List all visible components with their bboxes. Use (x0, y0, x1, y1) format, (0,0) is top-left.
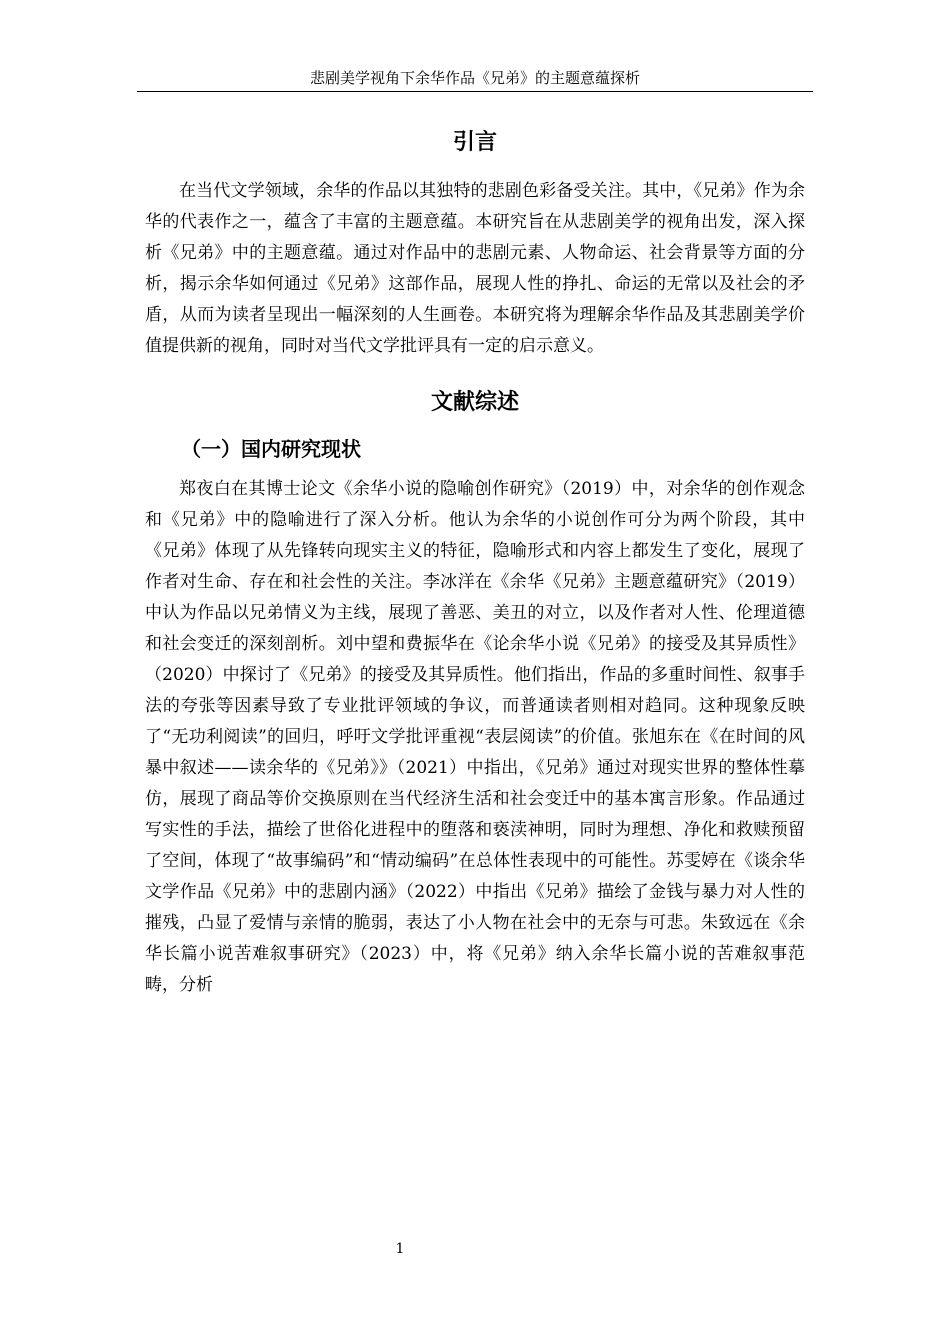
page-body (145, 122, 805, 1001)
header-rule (137, 91, 813, 92)
domestic-research-heading: （一）国内研究现状 (181, 437, 361, 461)
running-header: 悲剧美学视角下余华作品《兄弟》的主题意蕴探析 (309, 69, 640, 87)
literature-review-heading: 文献综述 (430, 390, 519, 415)
domestic-research-paragraph: 郑夜白在其博士论文《余华小说的隐喻创作研究》（2019）中，对余华的创作观念和《兄弟》中的隐喻进行了深入分析。他认为余华的小说创作可分为两个阶段，其中《兄弟》体现了从先锋转向现实主义的特征，隐喻形式和内容上都发生了变化，展现了作者对生命、存在和社会性的关注。李冰洋在《余华《兄弟》主题意蕴研究》（2019）中认为作品以兄弟情义为主线，展现了善恶、美丑的对立，以及作者对人性、伦理道德和社会变迁的深刻剖析。刘中望和费振华在《论余华小说《兄弟》的接受及其异质性》（2020）中探讨了《兄弟》的接受及其异质性。他们指出，作品的多重时间性、叙事手法的夸张等因素导致了专业批评领域的争议，而普通读者则相对趋同。这种现象反映了“无功利阅读”的回归，呼吁文学批评重视“表层阅读”的价值。张旭东在《在时间的风暴中叙述——读余华的《兄弟》》（2021）中指出，《兄弟》通过对现实世界的整体性摹仿，展现了商品等价交换原则在当代经济生活和社会变迁中的基本寓言形象。作品通过写实性的手法，描绘了世俗化进程中的堕落和亵渎神明，同时为理想、净化和救赎预留了空间，体现了“故事编码”和“情动编码”在总体性表现中的可能性。苏雯婷在《谈余华文学作品《兄弟》中的悲剧内涵》（2022）中指出《兄弟》描绘了金钱与暴力对人性的摧残，凸显了爱情与亲情的脆弱，表达了小人物在社会中的无奈与可悲。朱致远在《余华长篇小说苦难叙事研究》（2023）中，将《兄弟》纳入余华长篇小说的苦难叙事范畴，分析 (145, 479, 805, 995)
intro-paragraph: 在当代文学领域，余华的作品以其独特的悲剧色彩备受关注。其中，《兄弟》作为余华的代表作之一，蕴含了丰富的主题意蕴。本研究旨在从悲剧美学的视角出发，深入探析《兄弟》中的主题意蕴。通过对作品中的悲剧元素、人物命运、社会背景等方面的分析，揭示余华如何通过《兄弟》这部作品，展现人性的挣扎、命运的无常以及社会的矛盾，从而为读者呈现出一幅深刻的人生画卷。本研究将为理解余华作品及其悲剧美学价值提供新的视角，同时对当代文学批评具有一定的启示意义。 (145, 181, 805, 356)
intro-heading: 引言 (452, 130, 497, 155)
page-number: 1 (395, 1241, 405, 1257)
